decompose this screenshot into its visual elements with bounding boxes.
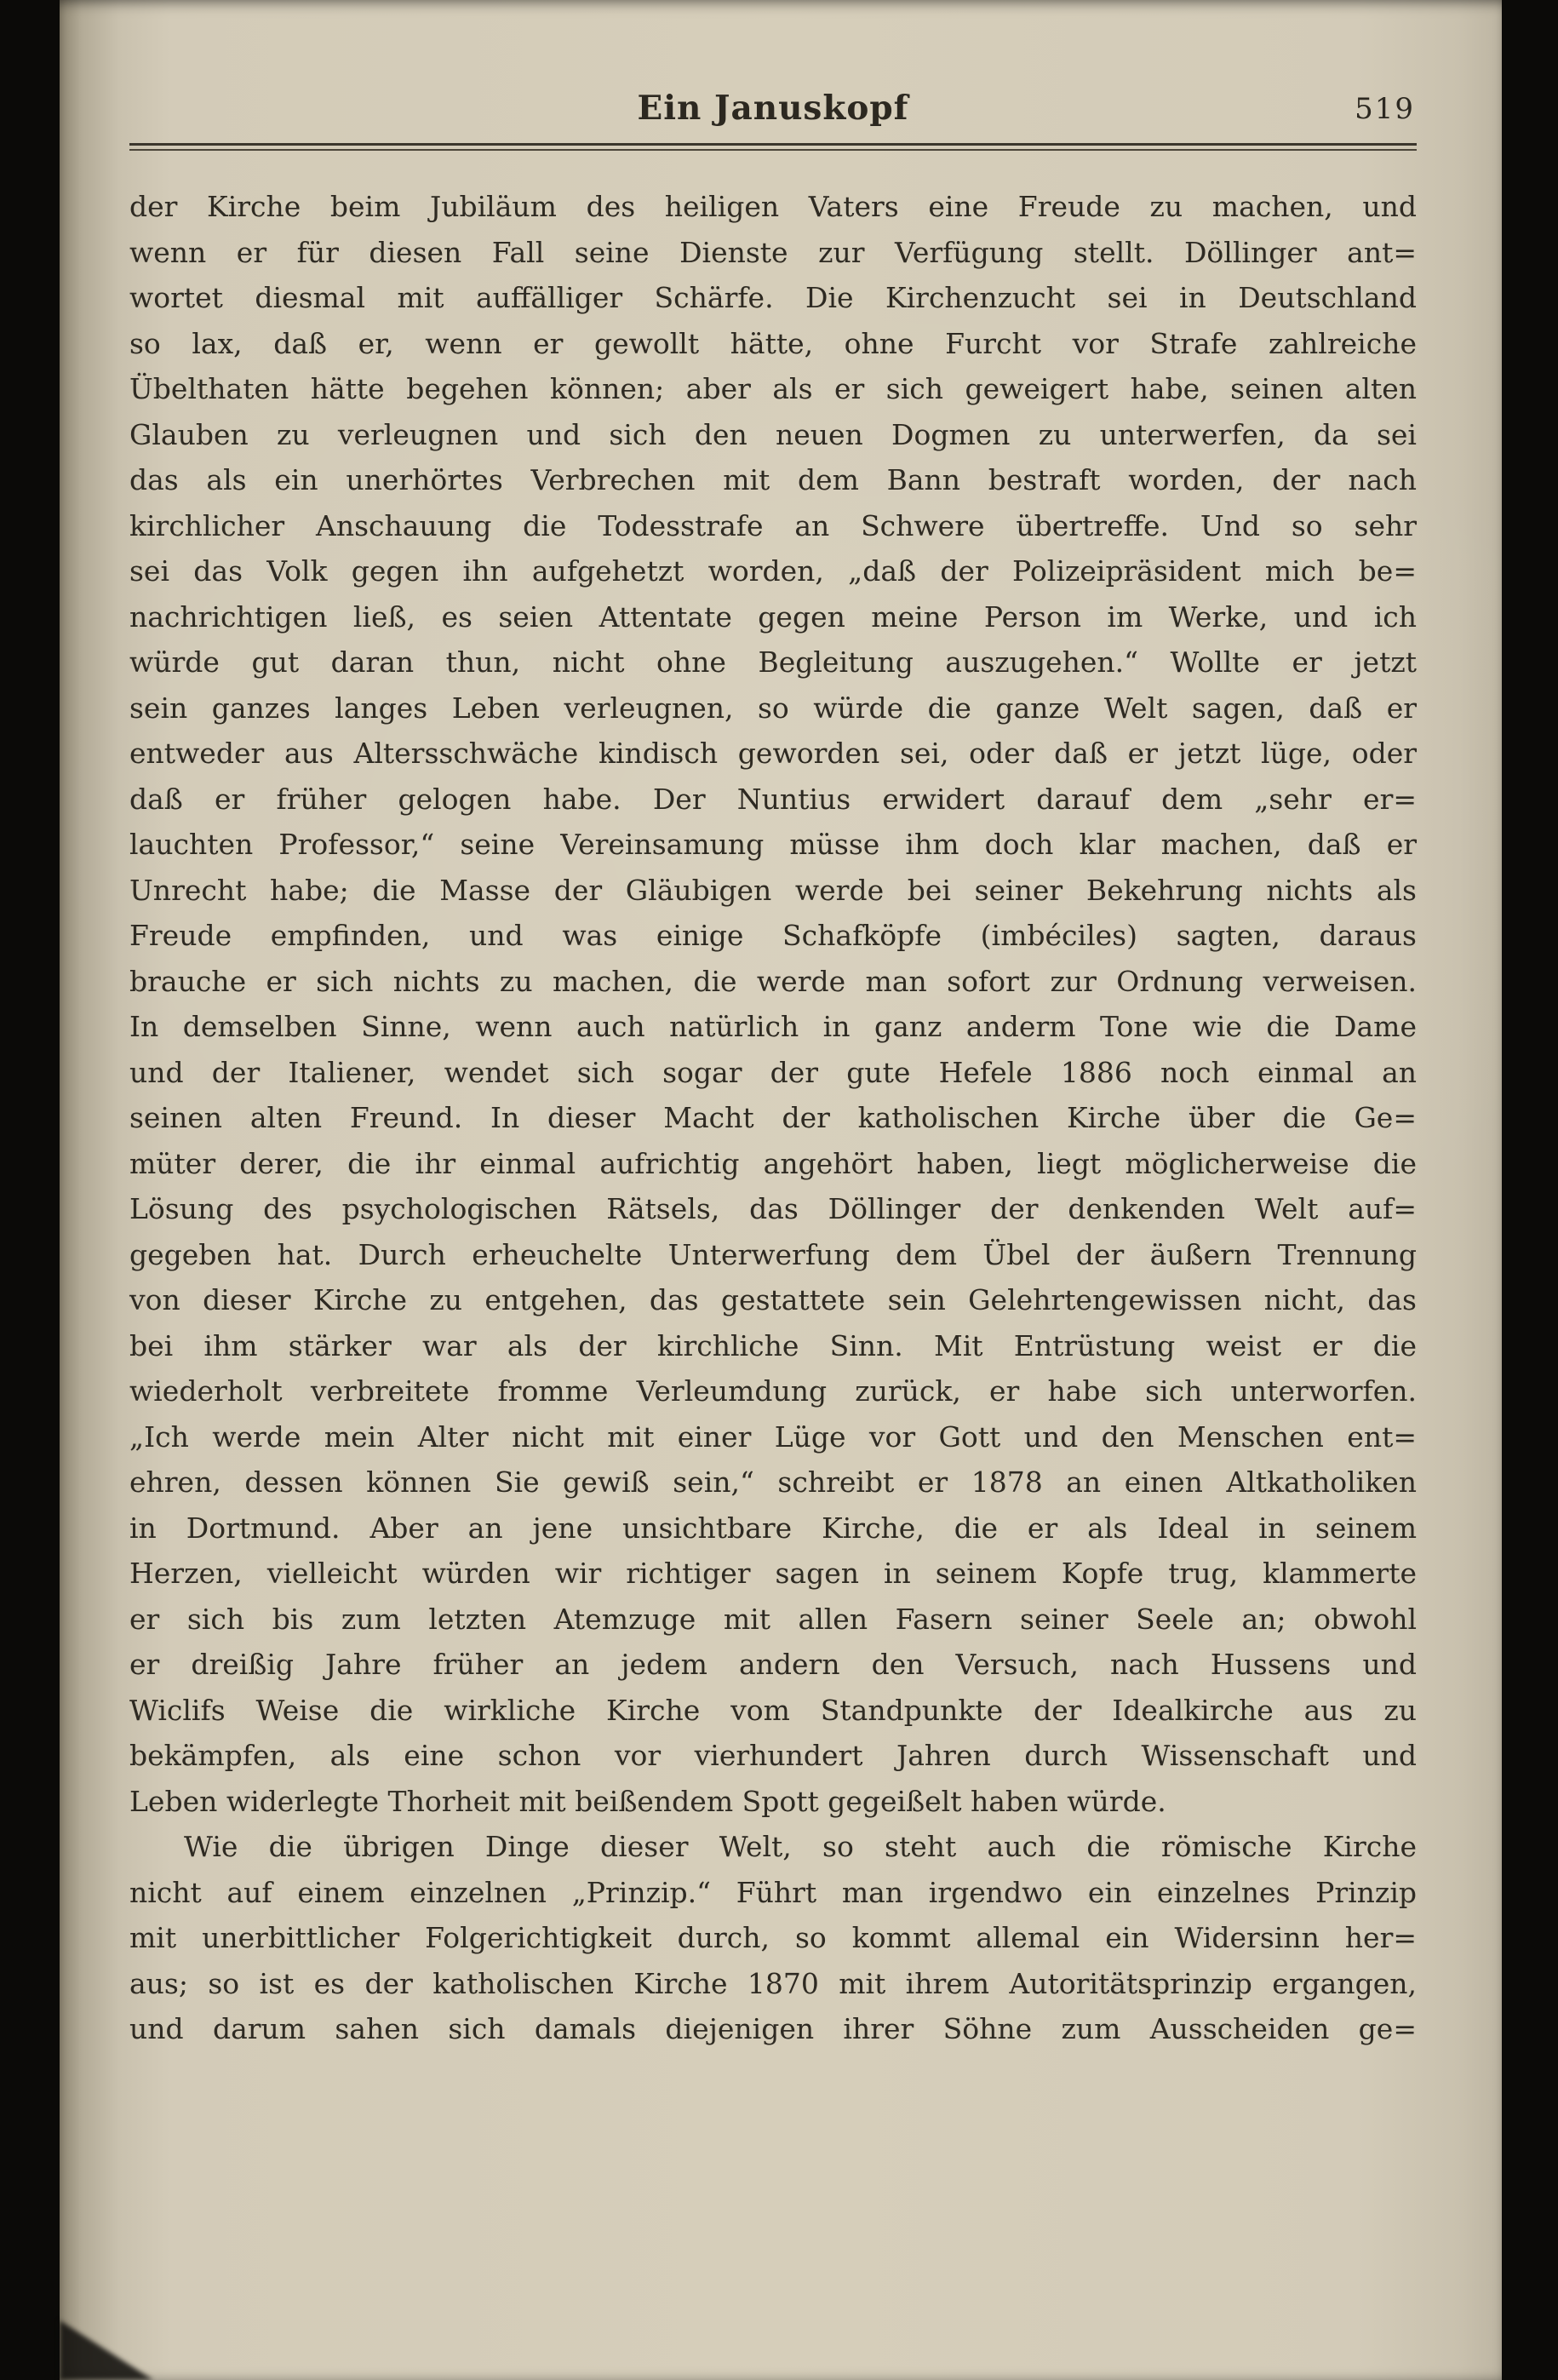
text-line: sein ganzes langes Leben verleugnen, so würde die ganze Welt sagen, daß er	[129, 691, 1417, 725]
text-line: gegeben hat. Durch erheuchelte Unterwerfung dem Übel der äußern Trennung	[129, 1237, 1417, 1271]
text-line: würde gut daran thun, nicht ohne Begleitung auszugehen.“ Wollte er jetzt	[129, 645, 1417, 679]
text-line: „Ich werde mein Alter nicht mit einer Lüge vor Gott und den Menschen ent=	[129, 1419, 1417, 1454]
text-line: wiederholt verbreitete fromme Verleumdung zurück, er habe sich unterworfen.	[129, 1374, 1417, 1408]
paragraph	[129, 184, 1417, 1824]
text-line: ehren, dessen können Sie gewiß sein,“ schreibt er 1878 an einen Altkatholiken	[129, 1465, 1417, 1499]
text-line: und darum sahen sich damals diejenigen ihrer Söhne zum Ausscheiden ge=	[129, 2012, 1417, 2045]
text-line: müter derer, die ihr einmal aufrichtig angehört haben, liegt möglicherweise die	[129, 1146, 1417, 1180]
text-line: Wiclifs Weise die wirkliche Kirche vom Standpunkte der Idealkirche aus zu	[129, 1693, 1417, 1727]
text-line: er sich bis zum letzten Atemzuge mit allen Fasern seiner Seele an; obwohl	[129, 1602, 1417, 1636]
header-double-rule	[129, 143, 1417, 151]
text-line: nicht auf einem einzelnen „Prinzip.“ Führt man irgendwo ein einzelnes Prinzip	[129, 1875, 1417, 1909]
text-line: sei das Volk gegen ihn aufgehetzt worden, „daß der Polizeipräsident mich be=	[129, 554, 1417, 588]
text-line: so lax, daß er, wenn er gewollt hätte, ohne Furcht vor Strafe zahlreiche	[129, 326, 1417, 360]
text-line: wortet diesmal mit auffälliger Schärfe. Die Kirchenzucht sei in Deutschland	[129, 281, 1417, 314]
book-page	[60, 0, 1502, 2380]
text-line: er dreißig Jahre früher an jedem andern den Versuch, nach Hussens und	[129, 1648, 1417, 1681]
text-line: In demselben Sinne, wenn auch natürlich in ganz anderm Tone wie die Dame	[129, 1010, 1417, 1043]
text-line: wenn er für diesen Fall seine Dienste zur Verfügung stellt. Döllinger ant=	[129, 235, 1417, 269]
text-line: entweder aus Altersschwäche kindisch geworden sei, oder daß er jetzt lüge, oder	[129, 737, 1417, 770]
text-line: mit unerbittlicher Folgerichtigkeit durch, so kommt allemal ein Widersinn her=	[129, 1921, 1417, 1954]
text-line: bekämpfen, als eine schon vor vierhundert Jahren durch Wissenschaft und	[129, 1739, 1417, 1772]
text-line: lauchten Professor,“ seine Vereinsamung müsse ihm doch klar machen, daß er	[129, 828, 1417, 861]
text-line: kirchlicher Anschauung die Todesstrafe an Schwere übertreffe. Und so sehr	[129, 508, 1417, 542]
page-header	[129, 89, 1417, 136]
text-line: aus; so ist es der katholischen Kirche 1870 mit ihrem Autoritätsprinzip ergangen,	[129, 1966, 1417, 2000]
text-line: Herzen, vielleicht würden wir richtiger sagen in seinem Kopfe trug, klammerte	[129, 1557, 1417, 1590]
text-line: Leben widerlegte Thorheit mit beißendem Spott gegeißelt haben würde.	[129, 1784, 1166, 1818]
text-line: nachrichtigen ließ, es seien Attentate gegen meine Person im Werke, und ich	[129, 599, 1417, 634]
text-line: Freude empfinden, und was einige Schafköpfe (imbéciles) sagten, daraus	[129, 919, 1417, 952]
text-line: Wie die übrigen Dinge dieser Welt, so steht auch die römische Kirche	[184, 1830, 1417, 1863]
text-line: und der Italiener, wendet sich sogar der gute Hefele 1886 noch einmal an	[129, 1055, 1417, 1089]
text-line: in Dortmund. Aber an jene unsichtbare Kirche, die er als Ideal in seinem	[129, 1511, 1417, 1545]
page-corner-shadow	[60, 2320, 153, 2380]
text-line: der Kirche beim Jubiläum des heiligen Vaters eine Freude zu machen, und	[129, 190, 1417, 223]
text-line: Übelthaten hätte begehen können; aber als er sich geweigert habe, seinen alten	[129, 372, 1417, 405]
text-line: brauche er sich nichts zu machen, die werde man sofort zur Ordnung verweisen.	[129, 964, 1417, 998]
text-line: Lösung des psychologischen Rätsels, das Döllinger der denkenden Welt auf=	[129, 1192, 1417, 1225]
text-line: bei ihm stärker war als der kirchliche Sinn. Mit Entrüstung weist er die	[129, 1328, 1417, 1362]
text-line: das als ein unerhörtes Verbrechen mit dem Bann bestraft worden, der nach	[129, 463, 1417, 496]
text-line: seinen alten Freund. In dieser Macht der katholischen Kirche über die Ge=	[129, 1101, 1417, 1134]
text-line: Unrecht habe; die Masse der Gläubigen werde bei seiner Bekehrung nichts als	[129, 873, 1417, 907]
running-title: Ein Januskopf	[637, 89, 909, 128]
page-number: 519	[1355, 92, 1415, 126]
paragraph	[129, 1824, 1417, 2052]
text-line: Glauben zu verleugnen und sich den neuen Dogmen zu unterwerfen, da sei	[129, 417, 1417, 451]
text-block	[129, 184, 1417, 2052]
text-line: daß er früher gelogen habe. Der Nuntius erwidert darauf dem „sehr er=	[129, 782, 1417, 816]
text-line: von dieser Kirche zu entgehen, das gestattete sein Gelehrtengewissen nicht, das	[129, 1283, 1417, 1316]
